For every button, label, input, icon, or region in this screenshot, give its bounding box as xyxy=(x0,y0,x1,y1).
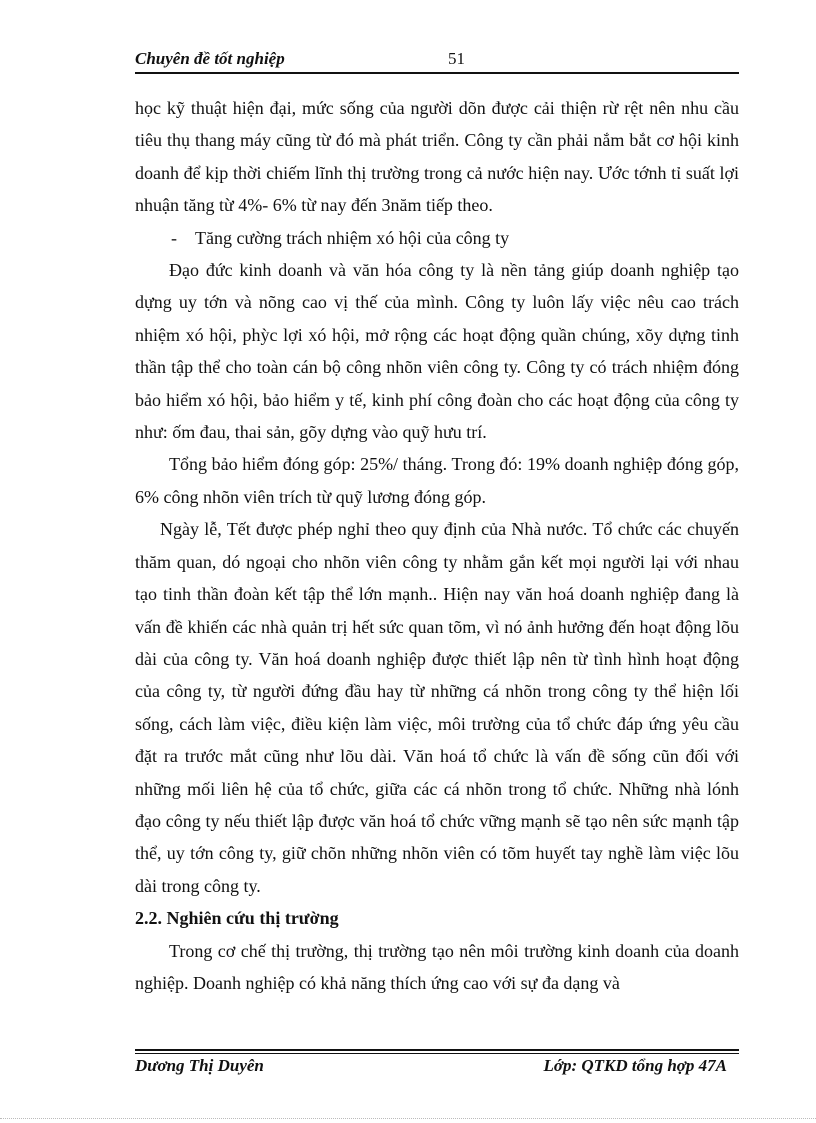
paragraph-2: Đạo đức kinh doanh và văn hóa công ty là nền tảng giúp doanh nghiệp tạo dựng uy tớn và nõng cao vị thế của mình. Công ty luôn lấy việc nêu cao trách nhiệm xó hội, phỳc lợi xó hội, mở rộng các hoạt động quần chúng, xõy dựng tinh thần tập thể cho toàn cán bộ công nhõn viên công ty. Công ty có trách nhiệm đóng bảo hiểm xó hội, bảo hiểm y tế, kinh phí công đoàn cho các hoạt động của công ty như: ốm đau, thai sản, gõy dựng vào quỹ hưu trí. xyxy=(135,260,739,443)
bullet-dash: - xyxy=(171,227,177,248)
footer-author: Dương Thị Duyên xyxy=(135,1056,264,1075)
footer-rule-thin xyxy=(135,1053,739,1054)
paragraph-4: Ngày lễ, Tết được phép nghỉ theo quy định của Nhà nước. Tổ chức các chuyến thăm quan, dó ngoại cho nhõn viên công ty nhằm gắn kết mọi người lại với nhau tạo tinh thần đoàn kết tập thể lớn mạnh.. Hiện nay văn hoá doanh nghiệp đang là vấn đề khiến các nhà quản trị hết sức quan tõm, vì nó ảnh hưởng đến hoạt động lõu dài của công ty. Văn hoá doanh nghiệp được thiết lập nên từ tình hình hoạt động của công ty, từ người đứng đầu hay từ những cá nhõn trong công ty thể hiện lối sống, cách làm việc, điều kiện làm việc, môi trường của tổ chức đáp ứng yêu cầu đặt ra trước mắt cũng như lõu dài. Văn hoá tổ chức là vấn đề sống cũn đối với những mối liên hệ của tổ chức, giữa các cá nhõn trong tổ chức. Những nhà lónh đạo công ty nếu thiết lập được văn hoá tổ chức vững mạnh sẽ tạo nên sức mạnh tập thể, uy tớn công ty, giữ chõn những nhõn viên có tõm huyết tay nghề làm việc lõu dài trong công ty. xyxy=(135,519,739,896)
page-number: 51 xyxy=(448,49,465,68)
footer-rule xyxy=(135,1049,739,1051)
paragraph-1: học kỹ thuật hiện đại, mức sống của người dõn được cải thiện rừ rệt nên nhu cầu tiêu thụ thang máy cũng từ đó mà phát triển. Công ty cần phải nắm bắt cơ hội kinh doanh để kịp thời chiếm lĩnh thị trường trong cả nước hiện nay. Ước tớnh tỉ suất lợi nhuận tăng từ 4%- 6% từ nay đến 3năm tiếp theo. xyxy=(135,98,739,216)
paragraph-3: Tổng bảo hiểm đóng góp: 25%/ tháng. Trong đó: 19% doanh nghiệp đóng góp, 6% công nhõn viên trích từ quỹ lương đóng góp. xyxy=(135,454,739,507)
section-heading: 2.2. Nghiên cứu thị trường xyxy=(135,908,339,929)
bullet-item xyxy=(135,222,739,254)
header-rule xyxy=(135,72,739,74)
header-title: Chuyên đề tốt nghiệp xyxy=(135,49,285,68)
page-bottom-border xyxy=(0,1118,816,1119)
document-body xyxy=(135,92,739,999)
bullet-text: Tăng cường trách nhiệm xó hội của công ty xyxy=(195,227,510,248)
paragraph-5: Trong cơ chế thị trường, thị trường tạo nên môi trường kinh doanh của doanh nghiệp. Doanh nghiệp có khả năng thích ứng cao với sự đa dạng và xyxy=(135,940,739,993)
footer-class: Lớp: QTKD tổng hợp 47A xyxy=(543,1056,727,1075)
page-header xyxy=(135,49,739,71)
